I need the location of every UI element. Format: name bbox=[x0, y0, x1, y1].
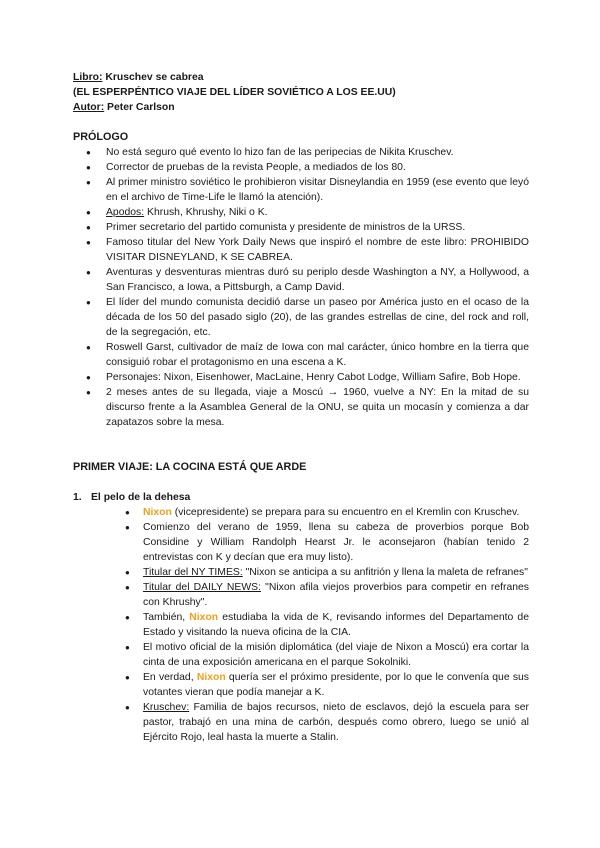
list-item: ● Corrector de pruebas de la revista People, a mediados de los 80. bbox=[73, 160, 529, 175]
list-item bbox=[73, 565, 529, 580]
list-item bbox=[73, 580, 529, 610]
nytimes-label: Titular del NY TIMES: bbox=[143, 567, 243, 578]
list-item: ● 2 meses antes de su llegada, viaje a Moscú → 1960, vuelve a NY: En la mitad de su discurso frente a la Asamblea General de la ONU, se quita un mocasín y comienza a dar zapatazos sobre la mesa. bbox=[73, 385, 529, 430]
highlight-nixon: Nixon bbox=[196, 672, 226, 683]
primer-viaje-heading: PRIMER VIAJE: LA COCINA ESTÁ QUE ARDE bbox=[73, 461, 307, 473]
item-text: Familia de bajos recursos, nieto de esclavos, dejó la escuela para ser pastor, trabajó en una mina de carbón, después como obrero, luego se unió al Ejército Rojo, leal hasta la muerte a Stalin. bbox=[143, 702, 529, 743]
author-name: Peter Carlson bbox=[104, 102, 175, 113]
apodos-label: Apodos: bbox=[106, 207, 145, 218]
highlight-nixon: Nixon bbox=[189, 612, 219, 623]
item-text: (vicepresidente) se prepara para su encuentro en el Kremlin con Kruschev. bbox=[171, 507, 520, 518]
list-item bbox=[73, 670, 529, 700]
item-text: quería ser el próximo presidente, por lo que le convenía que sus votantes vieran que podía manejar a K. bbox=[143, 672, 529, 698]
subsection-title: El pelo de la dehesa bbox=[91, 492, 191, 503]
list-item: ● Al primer ministro soviético le prohibieron visitar Disneylandia en 1959 (ese evento que leyó en el archivo de Time-Life le llamó la atención). bbox=[73, 175, 529, 205]
list-item bbox=[73, 505, 529, 520]
subsection-number: 1. bbox=[73, 492, 82, 503]
item-text: "Nixon se anticipa a su anfitrión y llena la maleta de refranes" bbox=[242, 567, 528, 578]
list-item: ● El motivo oficial de la misión diplomática (del viaje de Nixon a Moscú) era cortar la cinta de una exposición americana en el parque Sokolniki. bbox=[73, 640, 529, 670]
book-title-line bbox=[73, 70, 529, 85]
item-text: estudiaba la vida de K, revisando informes del Departamento de Estado y visitando la nueva oficina de la CIA. bbox=[143, 612, 529, 638]
book-label: Libro: bbox=[73, 72, 103, 83]
list-item bbox=[73, 610, 529, 640]
subsection-heading bbox=[73, 490, 529, 505]
document-page bbox=[73, 70, 529, 745]
prologo-heading: PRÓLOGO bbox=[73, 131, 129, 143]
list-item: ● El líder del mundo comunista decidió darse un paseo por América justo en el ocaso de la década de los 50 del pasado siglo (20), de las grandes estrellas de cine, del rock and roll, de la segregación, etc. bbox=[73, 295, 529, 340]
book-header bbox=[73, 70, 529, 115]
viaje-list bbox=[73, 505, 529, 745]
prologo-list bbox=[73, 145, 529, 430]
list-item: ● Comienzo del verano de 1959, llena su cabeza de proverbios porque Bob Considine y William Randolph Hearst Jr. le aconsejaron (habían tenido 2 entrevistas con K y decían que era muy listo). bbox=[73, 520, 529, 565]
list-item: ● Famoso titular del New York Daily News que inspiró el nombre de este libro: PROHIBIDO VISITAR DISNEYLAND, K SE CABREA. bbox=[73, 235, 529, 265]
list-item: ● Personajes: Nixon, Eisenhower, MacLaine, Henry Cabot Lodge, William Safire, Bob Hope. bbox=[73, 370, 529, 385]
list-item bbox=[73, 205, 529, 220]
list-item: ● Primer secretario del partido comunista y presidente de ministros de la URSS. bbox=[73, 220, 529, 235]
highlight-nixon: Nixon bbox=[143, 507, 172, 518]
author-label: Autor: bbox=[73, 102, 105, 113]
list-item bbox=[73, 700, 529, 745]
list-item: ● Aventuras y desventuras mientras duró su periplo desde Washington a NY, a Hollywood, a San Francisco, a Iowa, a Pittsburgh, a Camp David. bbox=[73, 265, 529, 295]
book-title: Kruschev se cabrea bbox=[102, 72, 204, 83]
book-subtitle: (EL ESPERPÉNTICO VIAJE DEL LÍDER SOVIÉTICO A LOS EE.UU) bbox=[73, 87, 396, 98]
kruschev-label: Kruschev: bbox=[143, 702, 190, 713]
list-item: ● No está seguro qué evento lo hizo fan de las peripecias de Nikita Kruschev. bbox=[73, 145, 529, 160]
author-line bbox=[73, 100, 529, 115]
list-item: ● Roswell Garst, cultivador de maíz de Iowa con mal carácter, único hombre en la tierra que consiguió robar el protagonismo en una escena a K. bbox=[73, 340, 529, 370]
dailynews-label: Titular del DAILY NEWS: bbox=[143, 582, 261, 593]
apodos-text: Khrush, Khrushy, Niki o K. bbox=[144, 207, 268, 218]
item-text: "Nixon afila viejos proverbios para competir en refranes con Khrushy". bbox=[143, 582, 530, 608]
item-text: En verdad, bbox=[143, 672, 197, 683]
item-text: También, bbox=[143, 612, 190, 623]
